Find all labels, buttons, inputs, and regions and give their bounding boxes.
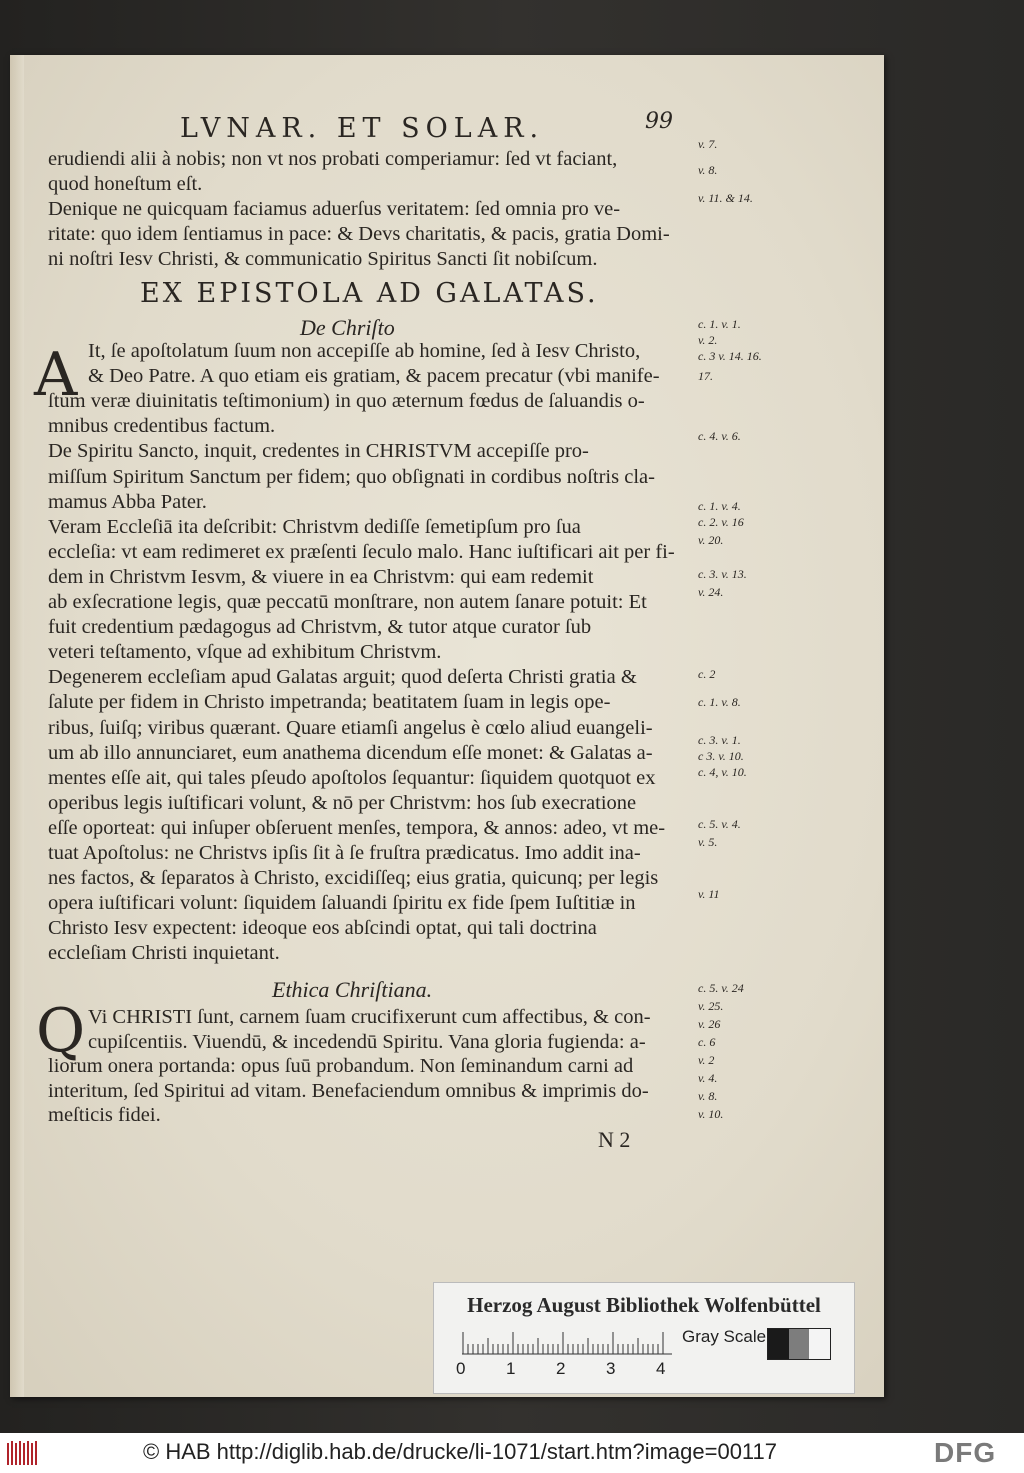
section-title: EX EPISTOLA AD GALATAS. <box>140 278 599 309</box>
text-line: ſtum veræ diuinitatis teſtimonium) in quo æternum fœdus de ſaluandis o- <box>48 390 645 413</box>
ruler-number: 3 <box>606 1359 616 1378</box>
subheading-de-christo: De Chriſto <box>300 315 395 340</box>
text-line: erudiendi alii à nobis; non vt nos probati comperiamur: ſed vt faciant, <box>48 148 618 170</box>
dfg-logo: DFG <box>934 1437 997 1468</box>
margin-note: c. 3. v. 1. <box>698 733 741 747</box>
margin-note: c. 2 <box>698 667 716 681</box>
margin-note: v. 8. <box>698 163 718 177</box>
margin-note: v. 2. <box>698 333 718 347</box>
margin-note: v. 26 <box>698 1017 721 1031</box>
margin-note: v. 10. <box>698 1107 724 1121</box>
color-calibration-card <box>433 1282 855 1394</box>
margin-note: c. 4, v. 10. <box>698 765 747 779</box>
gray-swatch <box>768 1329 789 1359</box>
text-line: tuat Apoſtolus: ne Christvs ipſis ſit à ſe fruſtra prædicatus. Imo addit ina- <box>48 842 641 864</box>
gray-swatch <box>809 1329 830 1359</box>
margin-note: 17. <box>698 369 713 383</box>
text-line: & Deo Patre. A quo etiam eis gratiam, & pacem precatur (vbi manife- <box>88 365 660 388</box>
ruler-scale <box>462 1331 672 1355</box>
book-page <box>10 55 884 1397</box>
text-line: cupiſcentiis. Viuendū, & incedendū Spiritu. Vana gloria fugienda: a- <box>88 1030 646 1053</box>
margin-note: c. 5. v. 4. <box>698 817 741 831</box>
margin-note: c. 2. v. 16 <box>698 515 744 529</box>
text-line: mnibus credentibus factum. <box>48 415 276 438</box>
margin-note: c. 1. v. 4. <box>698 499 741 513</box>
running-head: LVNAR. ET SOLAR. <box>180 113 545 144</box>
text-line: ſalute per fidem in Christo impetranda; beatitatem ſuam in legis ope- <box>48 691 611 714</box>
text-line: veteri teſtamento, vſque ad exhibitum Christvm. <box>48 641 442 664</box>
text-line: Vi CHRISTI ſunt, carnem ſuam crucifixerunt cum affectibus, & con- <box>88 1006 651 1028</box>
text-line: mentes eſſe ait, qui tales pſeudo apoſtolos ſequantur: ſiquidem quotquot ex <box>48 766 656 789</box>
text-line: ab exſecratione legis, quæ peccatū monſtrare, non autem ſanare potuit: Et <box>48 591 647 613</box>
text-line: nes factos, & ſeparatos à Christo, excidiſſeq; eius gratia, quicunq; per legis <box>48 867 659 890</box>
text-line: eccleſiam Christi inquietant. <box>48 942 280 965</box>
text-line: ni noſtri Iesv Christi, & communicatio Spiritus Sancti ſit nobiſcum. <box>48 248 598 270</box>
text-line: ribus, ſuiſq; viribus quærant. Quare etiamſi angelus è cœlo aliud euangeli- <box>48 716 653 739</box>
text-line: eſſe oporteat: qui inſuper obſeruent menſes, tempora, & annos: adeo, vt me- <box>48 816 666 839</box>
footer-bar <box>0 1433 1024 1473</box>
text-line: It, ſe apoſtolatum ſuum non accepiſſe ab homine, ſed à Iesv Christo, <box>88 340 641 362</box>
margin-note: v. 11. & 14. <box>698 191 753 205</box>
text-line: ritate: quo idem ſentiamus in pace: & Devs charitatis, & pacis, gratia Domi- <box>48 223 670 245</box>
text-line: fuit credentium pædagogus ad Christvm, & tutor atque curator ſub <box>48 616 592 639</box>
margin-note: c. 4. v. 6. <box>698 429 741 443</box>
text-line: Veram Eccleſiā ita deſcribit: Christvm dediſſe ſemetipſum pro ſua <box>48 515 581 538</box>
text-line: interitum, ſed Spiritui ad vitam. Benefaciendum omnibus & imprimis do- <box>48 1079 649 1102</box>
margin-note: v. 4. <box>698 1071 718 1085</box>
subheading-ethica: Ethica Chriſtiana. <box>272 977 433 1002</box>
margin-note: v. 2 <box>698 1053 715 1067</box>
footer-citation: © HAB http://diglib.hab.de/drucke/li-1071/start.htm?image=00117 <box>143 1439 778 1464</box>
margin-note: v. 7. <box>698 137 718 151</box>
text-line: eccleſia: vt eam redimeret ex præſenti ſeculo malo. Hanc iuſtificari ait per fi- <box>48 540 675 563</box>
text-line: Degenerem eccleſiam apud Galatas arguit; quod deſerta Christi gratia & <box>48 666 637 689</box>
page-number: 99 <box>645 109 673 134</box>
margin-note: v. 8. <box>698 1089 718 1103</box>
text-line: Christo Iesv expectent: ideoque eos abſcindi optat, qui tali doctrina <box>48 917 597 940</box>
signature-mark: N 2 <box>598 1127 631 1152</box>
drop-cap-q: Q <box>36 996 86 1066</box>
ruler-number: 4 <box>656 1359 666 1378</box>
margin-note: v. 20. <box>698 533 724 547</box>
margin-note: v. 25. <box>698 999 724 1013</box>
margin-note: c. 3. v. 13. <box>698 567 747 581</box>
margin-note: c. 5. v. 24 <box>698 981 744 995</box>
margin-note: c. 1. v. 8. <box>698 695 741 709</box>
text-line: miſſum Spiritum Sanctum per fidem; quo obſignati in cordibus noſtris cla- <box>48 465 655 488</box>
margin-note: c. 6 <box>698 1035 716 1049</box>
margin-note: v. 24. <box>698 585 724 599</box>
margin-note: v. 5. <box>698 835 718 849</box>
card-title: Herzog August Bibliothek Wolfenbüttel <box>467 1293 821 1317</box>
gray-swatch <box>789 1329 810 1359</box>
margin-note: v. 11 <box>698 887 720 901</box>
margin-note: c. 1. v. 1. <box>698 317 741 331</box>
margin-note: c 3. v. 10. <box>698 749 744 763</box>
gray-scale-label: Gray Scale <box>682 1327 767 1346</box>
text-line: liorum onera portanda: opus ſuū probandum. Non ſeminandum carni ad <box>48 1055 634 1077</box>
margin-note: c. 3 v. 14. 16. <box>698 349 762 363</box>
text-line: um ab illo annunciaret, eum anathema dicendum eſſe monet: & Galatas a- <box>48 741 653 764</box>
ruler-number: 2 <box>556 1359 566 1378</box>
ruler-number: 0 <box>456 1359 466 1378</box>
text-line: dem in Christvm Iesvm, & viuere in ea Christvm: qui eam redemit <box>48 565 594 588</box>
hab-logo-icon <box>6 1439 40 1467</box>
text-line: meſticis fidei. <box>48 1104 161 1126</box>
drop-cap-a: A <box>34 340 78 410</box>
text-line: Denique ne quicquam faciamus aduerſus veritatem: ſed omnia pro ve- <box>48 198 621 220</box>
text-line: operibus legis iuſtificari volunt, & nō per Christvm: hos ſub execratione <box>48 791 637 814</box>
text-line: mamus Abba Pater. <box>48 490 207 513</box>
text-line: opera iuſtificari volunt: ſiquidem ſaluandi ſpiritu ex fide ſpem Iuſtitiæ in <box>48 892 636 915</box>
text-line: quod honeſtum eſt. <box>48 173 203 195</box>
text-line: De Spiritu Sancto, inquit, credentes in CHRISTVM accepiſſe pro- <box>48 440 589 463</box>
ruler-number: 1 <box>506 1359 516 1378</box>
gray-scale-swatches <box>767 1328 831 1360</box>
